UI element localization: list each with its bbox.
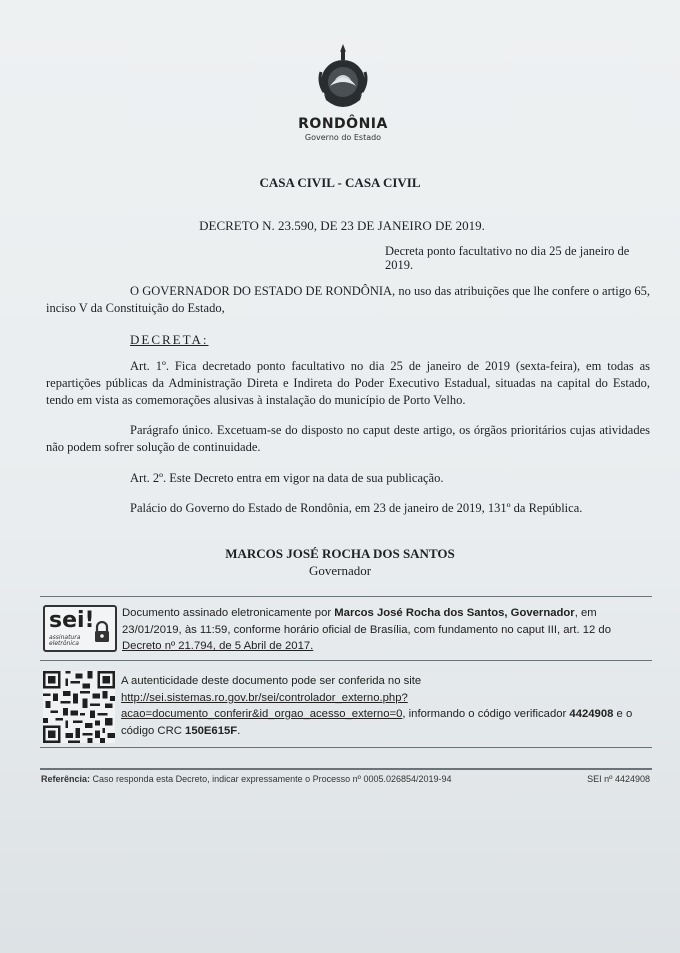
sei-document-number: SEI nº 4424908 [587, 774, 650, 784]
state-name: RONDÔNIA [298, 116, 388, 132]
sei-logo-caption: assinatura eletrônica [49, 634, 81, 647]
process-reference: Referência: Caso responda esta Decreto, indicar expressamente o Processo nº 0005.026854/2019-94 [41, 774, 452, 784]
qr-code-icon [43, 671, 115, 743]
decree-link[interactable]: Decreto nº 21.794, de 5 Abril de 2017. [122, 640, 314, 652]
electronic-signature-notice: Documento assinado eletronicamente por Marcos José Rocha dos Santos, Governador, em 23/01/2019, às 11:59, conforme horário oficial de Brasília, com fundamento no caput III, art. 12 do Decreto nº 21.794, de 5 Abril de 2017. [122, 607, 611, 652]
divider [40, 660, 652, 661]
divider [40, 747, 652, 748]
signer-name: MARCOS JOSÉ ROCHA DOS SANTOS [225, 546, 455, 561]
decree-summary: Decreta ponto facultativo no dia 25 de janeiro de 2019. [385, 244, 630, 272]
divider [40, 596, 652, 597]
article-1-paragraph: Art. 1º. Fica decretado ponto facultativo no dia 25 de janeiro de 2019 (sexta-feira), em todas as repartições públicas da Administração Direta e Indireta do Poder Executivo Estadual, situadas na capital do Estado, tendo em vista as comemorações alusivas à instalação do município de Porto Velho. [46, 359, 650, 407]
reference-label: Referência: [41, 774, 91, 784]
signature-signer: Marcos José Rocha dos Santos, Governador [334, 607, 575, 619]
closing-paragraph: Palácio do Governo do Estado de Rondônia, em 23 de janeiro de 2019, 131º da República. [130, 501, 583, 515]
signer-role: Governador [308, 563, 372, 578]
verifier-code: 4424908 [569, 708, 614, 720]
document-heading: CASA CIVIL - CASA CIVIL [259, 175, 421, 190]
footer-divider [40, 768, 652, 770]
authenticity-notice: A autenticidade deste documento pode ser conferida no site http://sei.sistemas.ro.gov.br/sei/controlador_externo.php?acao=documento_conferir&id_orgao_acesso_externo=0, informando o código verificador 4424908 e o código CRC 150E615F. [121, 675, 633, 737]
preamble-paragraph: O GOVERNADOR DO ESTADO DE RONDÔNIA, no uso das atribuições que lhe confere o artigo 65, inciso V da Constituição do Estado, [46, 284, 650, 315]
decreta-heading: DECRETA: [130, 332, 209, 347]
sei-logo-word: sei! [49, 608, 95, 633]
state-subtitle: Governo do Estado [304, 133, 382, 142]
crc-code: 150E615F [185, 724, 238, 737]
article-2-paragraph: Art. 2º. Este Decreto entra em vigor na data de sua publicação. [130, 471, 444, 485]
decree-title: DECRETO N. 23.590, DE 23 DE JANEIRO DE 2019. [199, 218, 485, 233]
sei-signature-logo [43, 605, 117, 652]
lock-icon [93, 621, 111, 643]
sole-paragraph: Parágrafo único. Excetuam-se do disposto no caput deste artigo, os órgãos prioritários cujas atividades não podem sofrer solução de continuidade. [46, 423, 650, 454]
verification-url-link[interactable]: http://sei.sistemas.ro.gov.br/sei/controlador_externo.php?acao=documento_conferir&id_orgao_acesso_externo=0 [121, 691, 408, 720]
state-coat-of-arms-icon [316, 42, 370, 112]
